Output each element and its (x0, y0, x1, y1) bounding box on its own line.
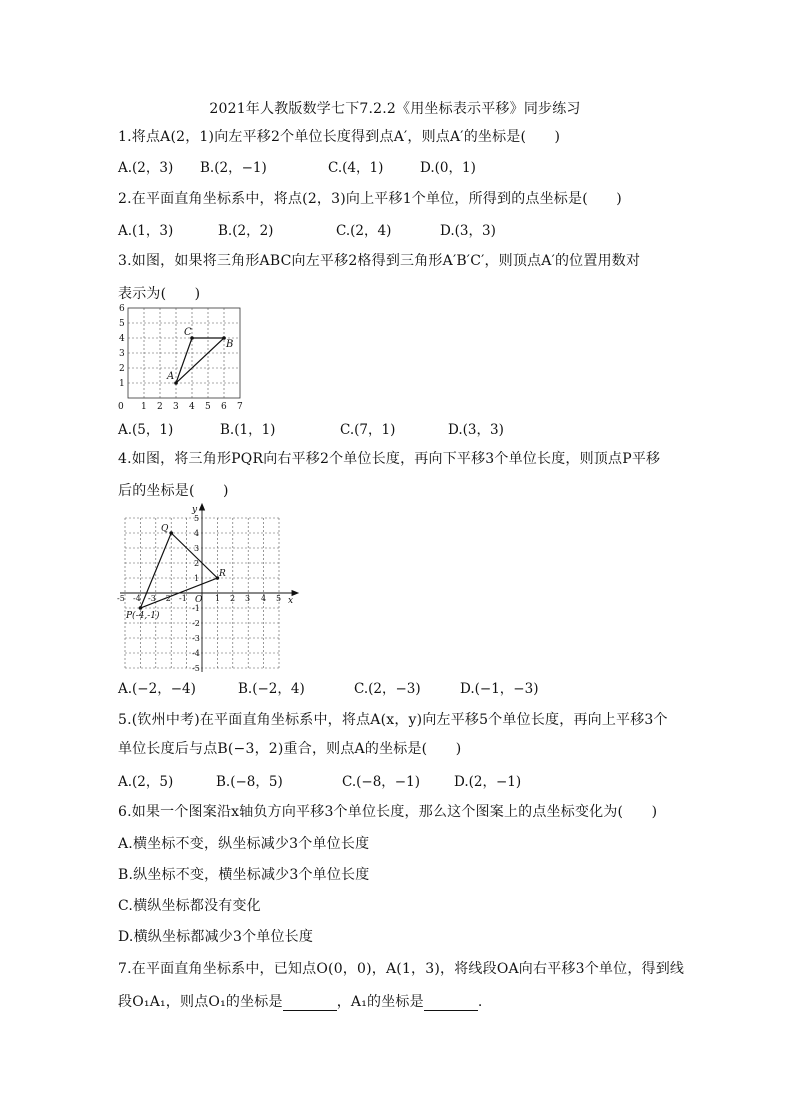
question-2-stem: 2.在平面直角坐标系中，将点(2，3)向上平移1个单位，所得到的点坐标是( ) (118, 191, 622, 207)
worksheet-title: 2021年人教版数学七下7.2.2《用坐标表示平移》同步练习 (209, 101, 581, 117)
option-b: B.(1，1) (220, 422, 276, 438)
x-tick-label: 1 (141, 402, 147, 412)
question-3-stem-line2: 表示为( ) (118, 286, 201, 302)
option-a: A.(5，1) (118, 422, 174, 438)
y-tick-label: -4 (192, 649, 200, 658)
y-tick-label: -2 (192, 619, 200, 628)
question-7-text-a: 段O₁A₁，则点O₁的坐标是 (118, 994, 283, 1010)
option-d: D.(0，1) (420, 160, 476, 176)
origin-label: O (195, 595, 203, 605)
x-tick-label: 3 (245, 594, 251, 603)
option-a: A.(2，3) (118, 160, 174, 176)
question-4-stem-line2: 后的坐标是( ) (118, 483, 229, 499)
option-d: D.(−1，−3) (460, 681, 539, 697)
y-tick-label: 4 (119, 334, 125, 344)
answer-blank-o1[interactable] (283, 996, 337, 1011)
option-b: B.(2，2) (218, 223, 274, 239)
x-tick-label: 5 (276, 594, 282, 603)
option-c: C.(4，1) (328, 160, 384, 176)
option-c: C.(7，1) (340, 422, 396, 438)
x-tick-label: 4 (189, 402, 195, 412)
question-7-stem-line2 (118, 991, 482, 1011)
option-a: A.(2，5) (118, 774, 174, 790)
question-4-stem-line1: 4.如图，将三角形PQR向右平移2个单位长度，再向下平移3个单位长度，则顶点P平移 (118, 451, 661, 467)
y-tick-label: 5 (119, 319, 125, 329)
point-p (139, 606, 143, 610)
x-tick-label: -2 (163, 594, 171, 603)
y-tick-label: -1 (192, 604, 200, 613)
option-d: D.(3，3) (440, 223, 496, 239)
x-tick-label: 6 (221, 402, 227, 412)
question-6-option-a: A.横坐标不变，纵坐标减少3个单位长度 (118, 836, 370, 852)
x-tick-label: -5 (117, 594, 125, 603)
x-tick-label: 5 (205, 402, 211, 412)
question-5-stem-line1: 5.(钦州中考)在平面直角坐标系中，将点A(x，y)向左平移5个单位长度，再向上平移3个 (118, 712, 668, 728)
x-tick-label: 2 (230, 594, 236, 603)
x-tick-label: 2 (157, 402, 163, 412)
axes (120, 504, 298, 672)
y-tick-label: 1 (194, 574, 200, 583)
question-5-stem-line2: 单位长度后与点B(−3，2)重合，则点A的坐标是( ) (118, 741, 462, 757)
point-q-label: Q (161, 524, 169, 534)
grid (128, 308, 240, 398)
y-tick-label: 6 (119, 304, 125, 314)
question-6-option-c: C.横纵坐标都没有变化 (118, 898, 261, 914)
point-a-label: A (167, 371, 175, 382)
option-c: C.(−8，−1) (342, 774, 420, 790)
point-p-label: P(-4,-1) (126, 611, 160, 621)
option-b: B.(−8，5) (216, 774, 283, 790)
x-tick-label: 0 (118, 402, 124, 412)
x-tick-label: -1 (179, 594, 187, 603)
triangle-abc (176, 338, 224, 383)
y-tick-label: 2 (119, 364, 125, 374)
y-tick-label: -5 (192, 664, 200, 672)
option-c: C.(2，4) (336, 223, 392, 239)
question-7-stem-line1: 7.在平面直角坐标系中，已知点O(0，0)，A(1，3)，将线段OA向右平移3个单位，得到线 (118, 961, 685, 977)
point-b-label: B (226, 339, 234, 350)
x-tick-label: 7 (237, 402, 243, 412)
y-tick-label: 3 (194, 544, 200, 553)
x-axis-label: x (288, 596, 294, 606)
x-tick-label: 3 (173, 402, 179, 412)
y-tick-label: -3 (192, 634, 200, 643)
question-3-stem-line1: 3.如图，如果将三角形ABC向左平移2格得到三角形A′B′C′，则顶点A′的位置用数对 (118, 253, 641, 269)
answer-blank-a1[interactable] (424, 996, 478, 1011)
question-6-stem: 6.如果一个图案沿x轴负方向平移3个单位长度，那么这个图案上的点坐标变化为( ) (118, 804, 658, 820)
y-axis-label: y (192, 505, 198, 515)
option-a: A.(1，3) (118, 223, 174, 239)
option-d: D.(2，−1) (454, 774, 522, 790)
question-1-stem: 1.将点A(2，1)向左平移2个单位长度得到点A′，则点A′的坐标是( ) (118, 129, 561, 145)
question-7-text-end: . (477, 994, 483, 1010)
x-tick-label: 1 (215, 594, 221, 603)
option-c: C.(2，−3) (354, 681, 421, 697)
question-3-figure (112, 302, 252, 412)
question-7-text-b: ，A₁的坐标是 (336, 994, 424, 1010)
x-tick-label: -4 (133, 594, 141, 603)
point-q (169, 531, 173, 535)
y-tick-label: 2 (194, 559, 200, 568)
x-tick-label: 4 (261, 594, 267, 603)
point-r-label: R (219, 569, 226, 579)
y-tick-label: 3 (119, 349, 125, 359)
point-a (174, 381, 178, 385)
point-c-label: C (184, 327, 192, 338)
x-tick-label: -3 (148, 594, 156, 603)
option-a: A.(−2，−4) (118, 681, 196, 697)
question-6-option-b: B.纵坐标不变，横坐标减少3个单位长度 (118, 867, 370, 883)
y-tick-label: 5 (194, 514, 200, 523)
question-6-option-d: D.横纵坐标都减少3个单位长度 (118, 929, 314, 945)
option-b: B.(−2，4) (238, 681, 305, 697)
y-tick-label: 1 (119, 379, 125, 389)
option-d: D.(3，3) (448, 422, 504, 438)
option-b: B.(2，−1) (200, 160, 267, 176)
question-4-figure (112, 502, 302, 672)
y-tick-label: 4 (194, 529, 200, 538)
